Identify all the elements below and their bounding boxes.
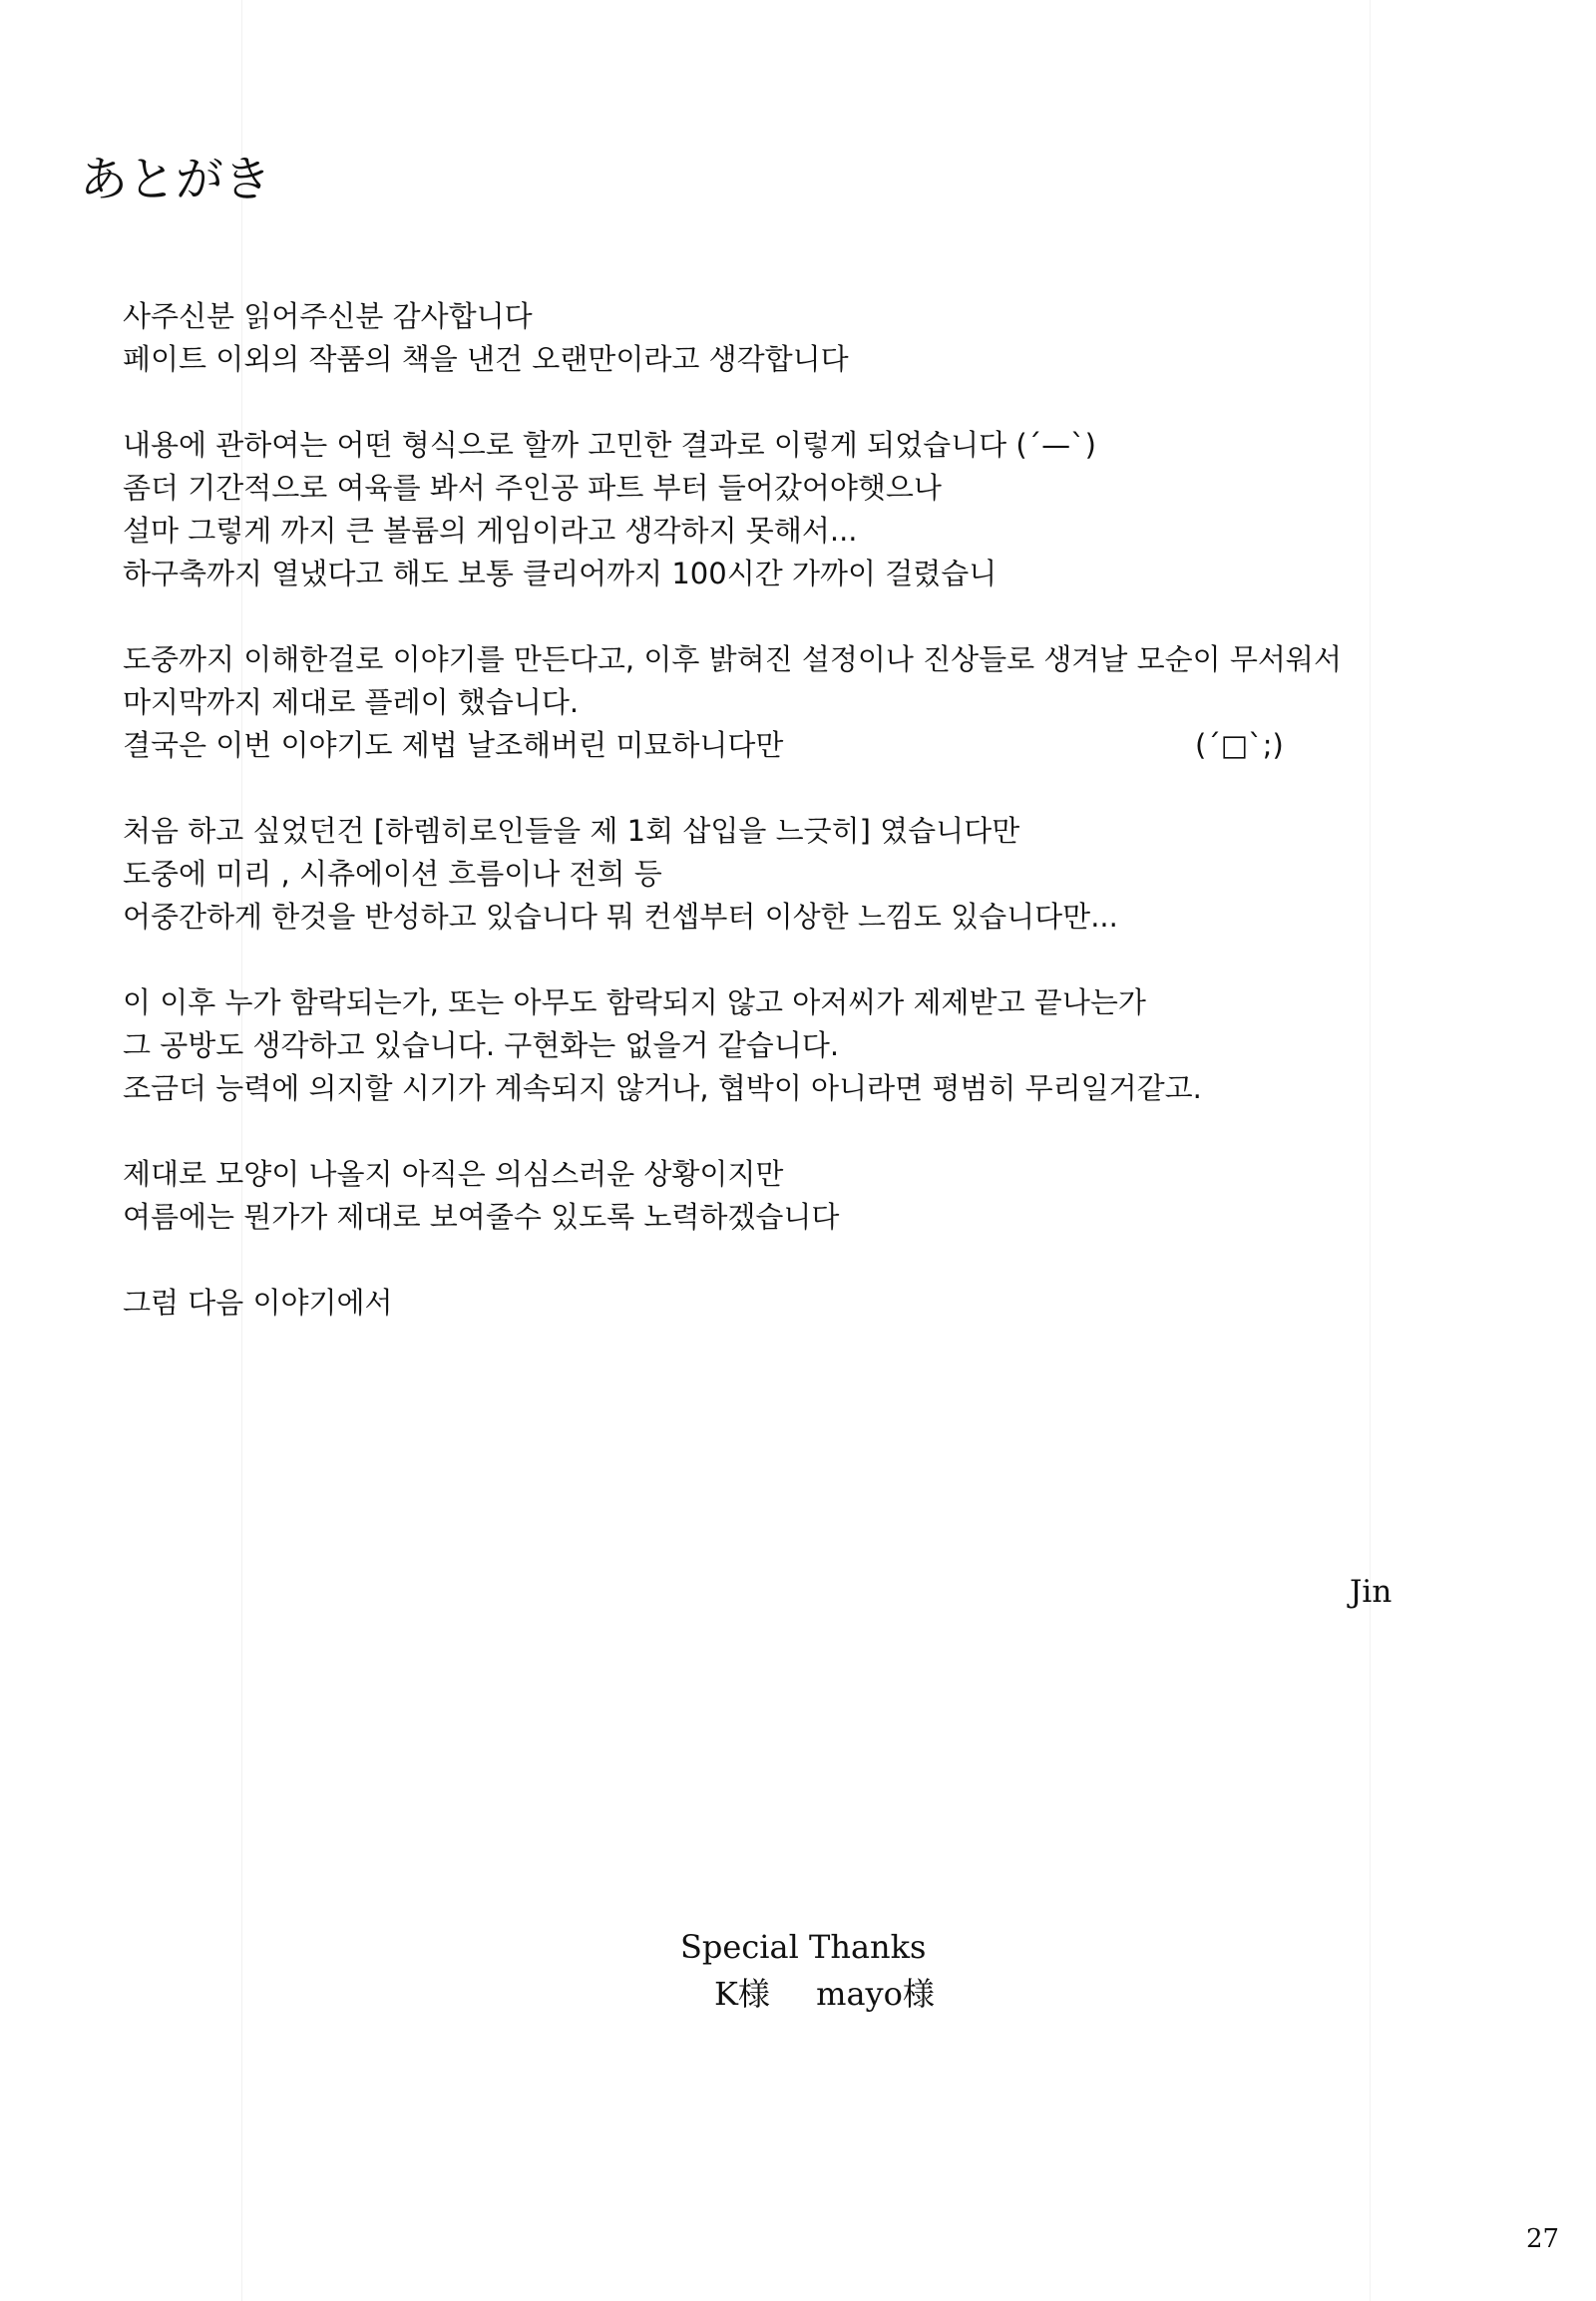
emoticon: (´□`;) xyxy=(1195,728,1284,762)
paragraph-future xyxy=(123,981,1519,1110)
text-line: 내용에 관하여는 어떤 형식으로 할까 고민한 결과로 이렇게 되었습니다 (´—`) xyxy=(123,428,1096,462)
afterword-body xyxy=(123,295,1519,1367)
paragraph-content xyxy=(123,424,1519,595)
text-line: 어중간하게 한것을 반성하고 있습니다 뭐 컨셉부터 이상한 느낌도 있습니다만... xyxy=(123,900,1118,934)
text-line: 마지막까지 제대로 플레이 했습니다. xyxy=(123,685,580,719)
text-line: 하구축까지 열냈다고 해도 보통 클리어까지 100시간 가까이 걸렸습니 xyxy=(123,557,998,590)
text-line: 페이트 이외의 작품의 책을 낸건 오랜만이라고 생각합니다 xyxy=(123,342,849,376)
text-line: 좀더 기간적으로 여육를 봐서 주인공 파트 부터 들어갔어야햇으나 xyxy=(123,471,942,505)
page-number: 27 xyxy=(1526,2224,1560,2254)
special-thanks-names xyxy=(680,1971,935,2018)
thanks-name: K様 xyxy=(714,1975,770,2013)
text-line: 이 이후 누가 함락되는가, 또는 아무도 함락되지 않고 아저씨가 제제받고 끝나는가 xyxy=(123,985,1146,1019)
special-thanks xyxy=(680,1924,935,2018)
author-signature: Jin xyxy=(1350,1574,1393,1610)
text-line: 도중까지 이해한걸로 이야기를 만든다고, 이후 밝혀진 설정이나 진상들로 생겨날 모순이 무서워서 xyxy=(123,642,1342,676)
special-thanks-title: Special Thanks xyxy=(680,1928,927,1966)
paragraph-summer xyxy=(123,1153,1519,1239)
thanks-name: mayo様 xyxy=(816,1975,935,2013)
text-line: 여름에는 뭔가가 제대로 보여줄수 있도록 노력하겠습니다 xyxy=(123,1200,840,1234)
text-line: 처음 하고 싶었던건 [하렘히로인들을 제 1회 삽입을 느긋히] 였습니다만 xyxy=(123,814,1020,848)
text-line: 그 공방도 생각하고 있습니다. 구현화는 없을거 같습니다. xyxy=(123,1028,840,1062)
paragraph-thanks xyxy=(123,295,1519,381)
text-line: 그럼 다음 이야기에서 xyxy=(123,1286,393,1320)
afterword-heading: あとがき xyxy=(80,152,272,207)
text-line: 제대로 모양이 나올지 아직은 의심스러운 상황이지만 xyxy=(123,1157,784,1191)
text-line: 설마 그렇게 까지 큰 볼륨의 게임이라고 생각하지 못해서... xyxy=(123,514,858,548)
paragraph-intent xyxy=(123,810,1519,939)
text-line: 사주신분 읽어주신분 감사합니다 xyxy=(123,299,533,333)
text-line: 결국은 이번 이야기도 제법 날조해버린 미묘하니다만 xyxy=(123,728,784,762)
text-line-with-emoticon xyxy=(123,724,1519,767)
paragraph-story xyxy=(123,638,1519,767)
text-line: 도중에 미리 , 시츄에이션 흐름이나 전희 등 xyxy=(123,857,662,891)
text-line: 조금더 능력에 의지할 시기가 계속되지 않거나, 협박이 아니라면 평범히 무리일거같고. xyxy=(123,1071,1202,1105)
paragraph-closing xyxy=(123,1282,1519,1325)
